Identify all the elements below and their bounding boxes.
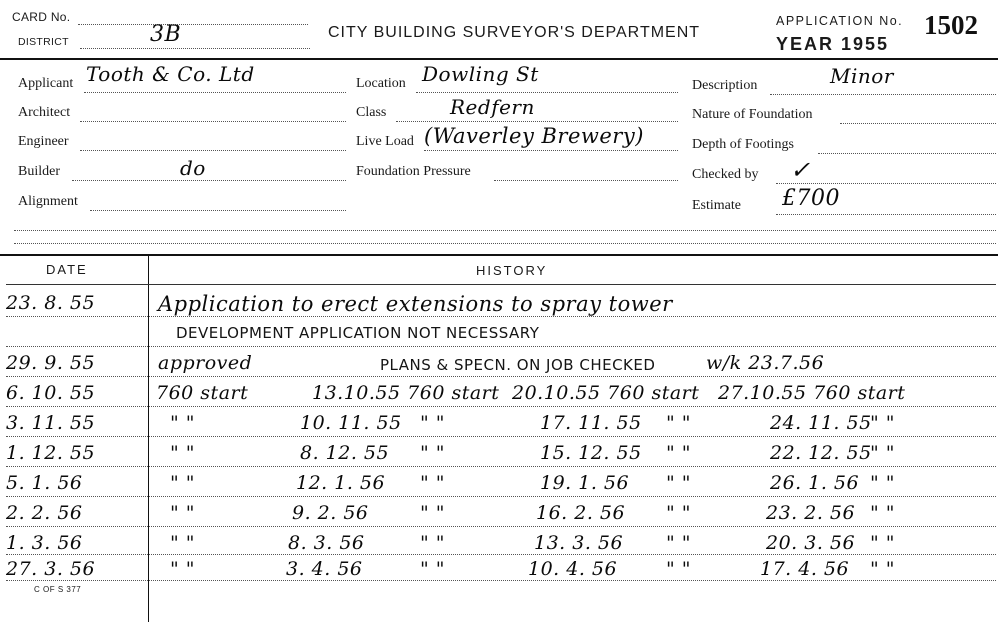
history-entry: " " [666, 502, 692, 524]
history-entry: 20.10.55 760 start [512, 382, 700, 404]
history-entry: " " [170, 472, 196, 494]
history-entry: 10. 11. 55 [300, 412, 402, 434]
history-entry: 15. 12. 55 [540, 442, 642, 464]
applicant-label: Applicant [18, 76, 74, 91]
history-entry: Application to erect extensions to spray tower [158, 292, 673, 316]
history-entry: " " [666, 558, 692, 580]
builder-label: Builder [18, 164, 60, 179]
history-entry: " " [420, 558, 446, 580]
history-date: 3. 11. 55 [6, 412, 96, 434]
description-value: Minor [830, 64, 894, 88]
history-entry: " " [666, 532, 692, 554]
history-stamp-text: PLANS & SPECN. ON JOB CHECKED [380, 356, 656, 374]
history-entry: 9. 2. 56 [292, 502, 369, 524]
history-entry: 13.10.55 760 start [312, 382, 500, 404]
estimate-value: £700 [782, 186, 840, 211]
history-row-rule [6, 406, 996, 407]
history-entry: approved [158, 352, 253, 374]
history-entry: 27.10.55 760 start [718, 382, 906, 404]
history-row-rule [6, 316, 996, 317]
history-date: 6. 10. 55 [6, 382, 96, 404]
history-entry: " " [666, 442, 692, 464]
checked-by-value: ✓ [790, 156, 811, 184]
history-date: 1. 3. 56 [6, 532, 83, 554]
card-no-line [78, 24, 308, 25]
history-date: 1. 12. 55 [6, 442, 96, 464]
history-entry: " " [170, 442, 196, 464]
history-date: 2. 2. 56 [6, 502, 83, 524]
history-row-rule [6, 376, 996, 377]
history-row-rule [6, 346, 996, 347]
history-entry: 20. 3. 56 [766, 532, 856, 554]
history-entry: 10. 4. 56 [528, 558, 618, 580]
history-stamp-text: DEVELOPMENT APPLICATION NOT NECESSARY [176, 324, 540, 342]
history-date: 29. 9. 55 [6, 352, 96, 374]
estimate-label: Estimate [692, 198, 741, 213]
history-divider [0, 254, 998, 256]
history-row-rule [6, 526, 996, 527]
history-row-rule [6, 580, 996, 581]
history-entry: 8. 3. 56 [288, 532, 365, 554]
history-header: HISTORY [476, 263, 548, 278]
form-code: C OF S 377 [34, 585, 82, 594]
history-entry: " " [170, 412, 196, 434]
live-load-value: (Waverley Brewery) [424, 124, 644, 148]
application-no-value: 1502 [924, 10, 978, 40]
history-entry: 17. 4. 56 [760, 558, 850, 580]
depth-of-footings-label: Depth of Footings [692, 137, 794, 152]
history-entry: 16. 2. 56 [536, 502, 626, 524]
history-entry: " " [870, 502, 896, 524]
history-entry: " " [666, 472, 692, 494]
history-row-rule [6, 436, 996, 437]
history-date: 27. 3. 56 [6, 558, 96, 580]
history-row-rule [6, 554, 996, 555]
history-row-rule [6, 496, 996, 497]
history-entry: w/k 23.7.56 [706, 352, 825, 374]
history-entry: " " [420, 502, 446, 524]
history-date: 5. 1. 56 [6, 472, 83, 494]
history-entry: " " [870, 472, 896, 494]
history-entry: 3. 4. 56 [286, 558, 363, 580]
header-divider [0, 58, 998, 60]
district-line [80, 48, 310, 49]
builder-value: do [180, 156, 206, 180]
history-entry: " " [870, 412, 896, 434]
location-value: Dowling St [422, 62, 539, 86]
card-no-label: CARD No. [12, 10, 71, 24]
history-entry: 22. 12. 55 [770, 442, 872, 464]
history-entry: 13. 3. 56 [534, 532, 624, 554]
district-value: 3B [150, 22, 182, 47]
history-date: 23. 8. 55 [6, 292, 96, 314]
department-title: CITY BUILDING SURVEYOR'S DEPARTMENT [328, 24, 701, 41]
history-entry: 12. 1. 56 [296, 472, 386, 494]
history-entry: 26. 1. 56 [770, 472, 860, 494]
history-entry: 760 start [156, 382, 249, 404]
checked-by-label: Checked by [692, 167, 759, 182]
live-load-label: Live Load [356, 134, 414, 149]
history-entry: " " [870, 558, 896, 580]
class-value: Redfern [450, 95, 535, 119]
nature-of-foundation-label: Nature of Foundation [692, 107, 813, 122]
application-no-label: APPLICATION No. [776, 14, 904, 28]
alignment-label: Alignment [18, 194, 78, 209]
applicant-value: Tooth & Co. Ltd [86, 62, 255, 86]
history-entry: " " [870, 532, 896, 554]
engineer-label: Engineer [18, 134, 69, 149]
year-label: YEAR 1955 [776, 34, 890, 54]
history-entry: " " [170, 502, 196, 524]
location-label: Location [356, 76, 406, 91]
description-label: Description [692, 78, 758, 93]
history-row-rule [6, 466, 996, 467]
history-entry: " " [666, 412, 692, 434]
history-entry: " " [420, 472, 446, 494]
district-label: DISTRICT [18, 36, 69, 48]
history-entry: " " [420, 442, 446, 464]
history-entry: 17. 11. 55 [540, 412, 642, 434]
history-entry: " " [420, 412, 446, 434]
history-entry: 8. 12. 55 [300, 442, 390, 464]
class-label: Class [356, 105, 387, 120]
history-header-rule [6, 284, 996, 285]
history-entry: " " [420, 532, 446, 554]
history-entry: " " [170, 558, 196, 580]
history-entry: " " [870, 442, 896, 464]
history-entry: 23. 2. 56 [766, 502, 856, 524]
history-entry: 19. 1. 56 [540, 472, 630, 494]
history-entry: 24. 11. 55 [770, 412, 872, 434]
date-column-divider [148, 256, 149, 622]
history-entry: " " [170, 532, 196, 554]
date-header: DATE [46, 262, 88, 277]
architect-label: Architect [18, 105, 71, 120]
foundation-pressure-label: Foundation Pressure [356, 164, 471, 179]
